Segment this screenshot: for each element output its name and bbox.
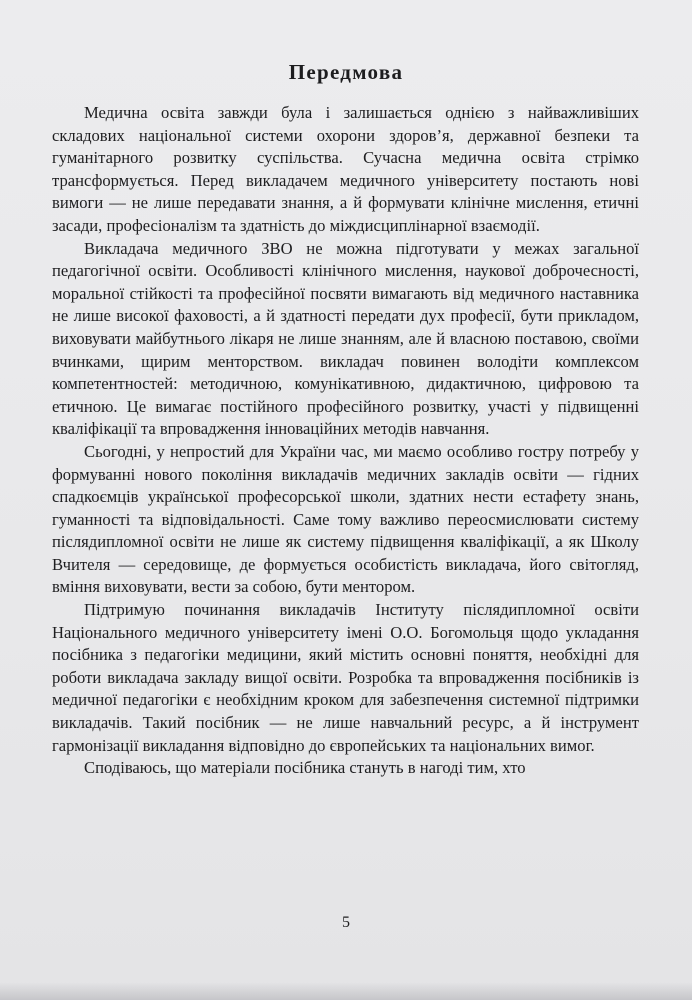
paragraph-3: Сьогодні, у непростий для України час, ми маємо особливо гостру потребу у формуванні нового покоління викладачів медичних закладів освіти — гідних спадкоємців української професорської школи, здатних нести естафету знань, гуманності та відповідальності. Саме тому важливо переосмислювати систему післядипломної освіти не лише як систему підвищення кваліфікації, а як Школу Вчителя — середовище, де формується особистість викладача, його світогляд, вміння виховувати, вести за собою, бути ментором. [52,441,639,597]
page-number: 5 [342,914,350,931]
page-edge-shadow [0,982,692,1000]
paragraph-5: Сподіваюсь, що матеріали посібника стануть в нагоді тим, хто [84,758,526,778]
paragraph-2: Викладача медичного ЗВО не можна підготувати у межах загальної педагогічної освіти. Особливості клінічного мислення, наукової доброчесності, моральної стійкості та професійної посвяти вимагають від медичного наставника не лише високої фаховості, а й здатності передати дух професії, бути прикладом, виховувати майбутнього лікаря не лише знанням, але й власною поставою, своїми вчинками, щирим менторством. викладач повинен володіти комплексом компетентностей: методичною, комунікативною, дидактичною, цифровою та етичною. Це вимагає постійного професійного розвитку, участі у підвищенні кваліфікації та впровадження інноваційних методів навчання. [52,238,639,439]
paragraph-4: Підтримую починання викладачів Інституту післядипломної освіти Національного медичного університету імені О.О. Богомольця щодо укладання посібника з педагогіки медицини, який містить основні поняття, необхідні для роботи викладача закладу вищої освіти. Розробка та впровадження посібників із медичної педагогіки є необхідним кроком для забезпечення системної підтримки викладачів. Такий посібник — не лише навчальний ресурс, а й інструмент гармонізації викладання відповідно до європейських та національних вимог. [52,600,639,755]
page-title: Передмова [288,60,404,84]
body-text [52,102,639,780]
paragraph-1: Медична освіта завжди була і залишається однією з найважливіших складових національної системи охорони здоров’я, державної безпеки та гуманітарного розвитку суспільства. Сучасна медична освіта стрімко трансформується. Перед викладачем медичного університету постають нові вимоги — не лише передавати знання, а й формувати клінічне мислення, етичні засади, професіоналізм та здатність до міждисциплінарної взаємодії. [52,103,639,235]
